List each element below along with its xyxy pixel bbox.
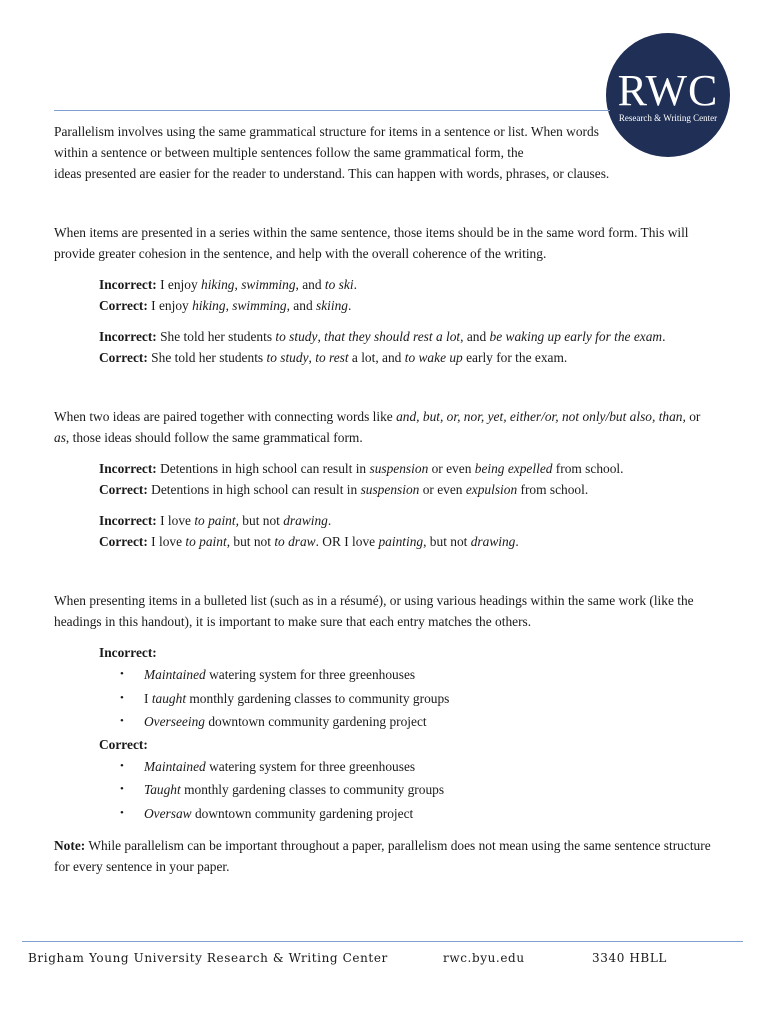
bullet-icon: • [120,691,124,704]
intro-text: Parallelism involves using the same grammatical structure for items in a sentence or list. When words within a sentence or between multiple sentences follow the same grammatical form, the [54,124,599,160]
bulleted-correct-label: Correct: [99,736,148,752]
bulleted-incorrect-label: Incorrect: [99,645,157,660]
list-item: • Maintained watering system for three greenhouses [120,755,714,779]
bullet-icon: • [120,783,124,795]
paired-example-2-correct: Correct: I love to paint, but not to draw. OR I love painting, but not drawing. [99,534,519,549]
series-example-2-incorrect: Incorrect: She told her students to study, that they should rest a lot, and be waking up early for the exam. [99,329,666,344]
handout-body [54,121,714,877]
list-item: • Taught monthly gardening classes to community groups [120,778,714,802]
series-example-2-correct: Correct: She told her students to study, to rest a lot, and to wake up early for the exam. [99,350,568,365]
list-item: • Oversaw downtown community gardening project [120,802,714,826]
header-divider [54,110,610,111]
series-example-1-incorrect: Incorrect: I enjoy hiking, swimming, and to ski. [99,277,357,292]
bullet-icon: • [120,715,124,727]
list-item: • I taught monthly gardening classes to community groups [120,687,714,711]
list-item: • Maintained watering system for three greenhouses [120,663,714,687]
bulleted-incorrect-list [54,663,714,734]
paired-example-1-correct: Correct: Detentions in high school can result in suspension or even expulsion from school. [99,482,589,497]
footer-url: rwc.byu.edu [443,951,525,965]
paired-example-2-incorrect: Incorrect: I love to paint, but not drawing. [99,513,332,528]
series-paragraph: When items are presented in a series within the same sentence, those items should be in the same word form. This will provide greater cohesion in the sentence, and help with the overall coherence of the writing. [54,225,689,261]
intro-paragraph [54,121,614,184]
paired-example-1-incorrect: Incorrect: Detentions in high school can result in suspension or even being expelled from school. [99,461,624,476]
note-paragraph: Note: While parallelism can be important throughout a paper, parallelism does not mean using the same sentence structure for every sentence in your paper. [54,838,711,874]
bullet-icon: • [120,759,124,772]
intro-text-tail: ideas presented are easier for the reader to understand. This can happen with words, phrases, or clauses. [54,166,610,181]
footer-location: 3340 HBLL [592,951,667,965]
list-item: • Overseeing downtown community gardening project [120,710,714,734]
bullet-icon: • [120,806,124,819]
bullet-icon: • [120,668,124,680]
bulleted-paragraph: When presenting items in a bulleted list (such as in a résumé), or using various headings within the same work (like the headings in this handout), it is important to make sure that each entry matches the others. [54,593,694,629]
paired-paragraph: When two ideas are paired together with connecting words like and, but, or, nor, yet, either/or, not only/but also, than, or as, those ideas should follow the same grammatical form. [54,409,701,445]
footer-divider [22,941,743,942]
footer-organization: Brigham Young University Research & Writing Center [28,951,388,965]
bulleted-correct-list [54,755,714,826]
logo-mark: RWC [617,66,719,115]
series-example-1-correct: Correct: I enjoy hiking, swimming, and skiing. [99,298,352,313]
logo-subtitle: Research & Writing Center [618,113,718,123]
